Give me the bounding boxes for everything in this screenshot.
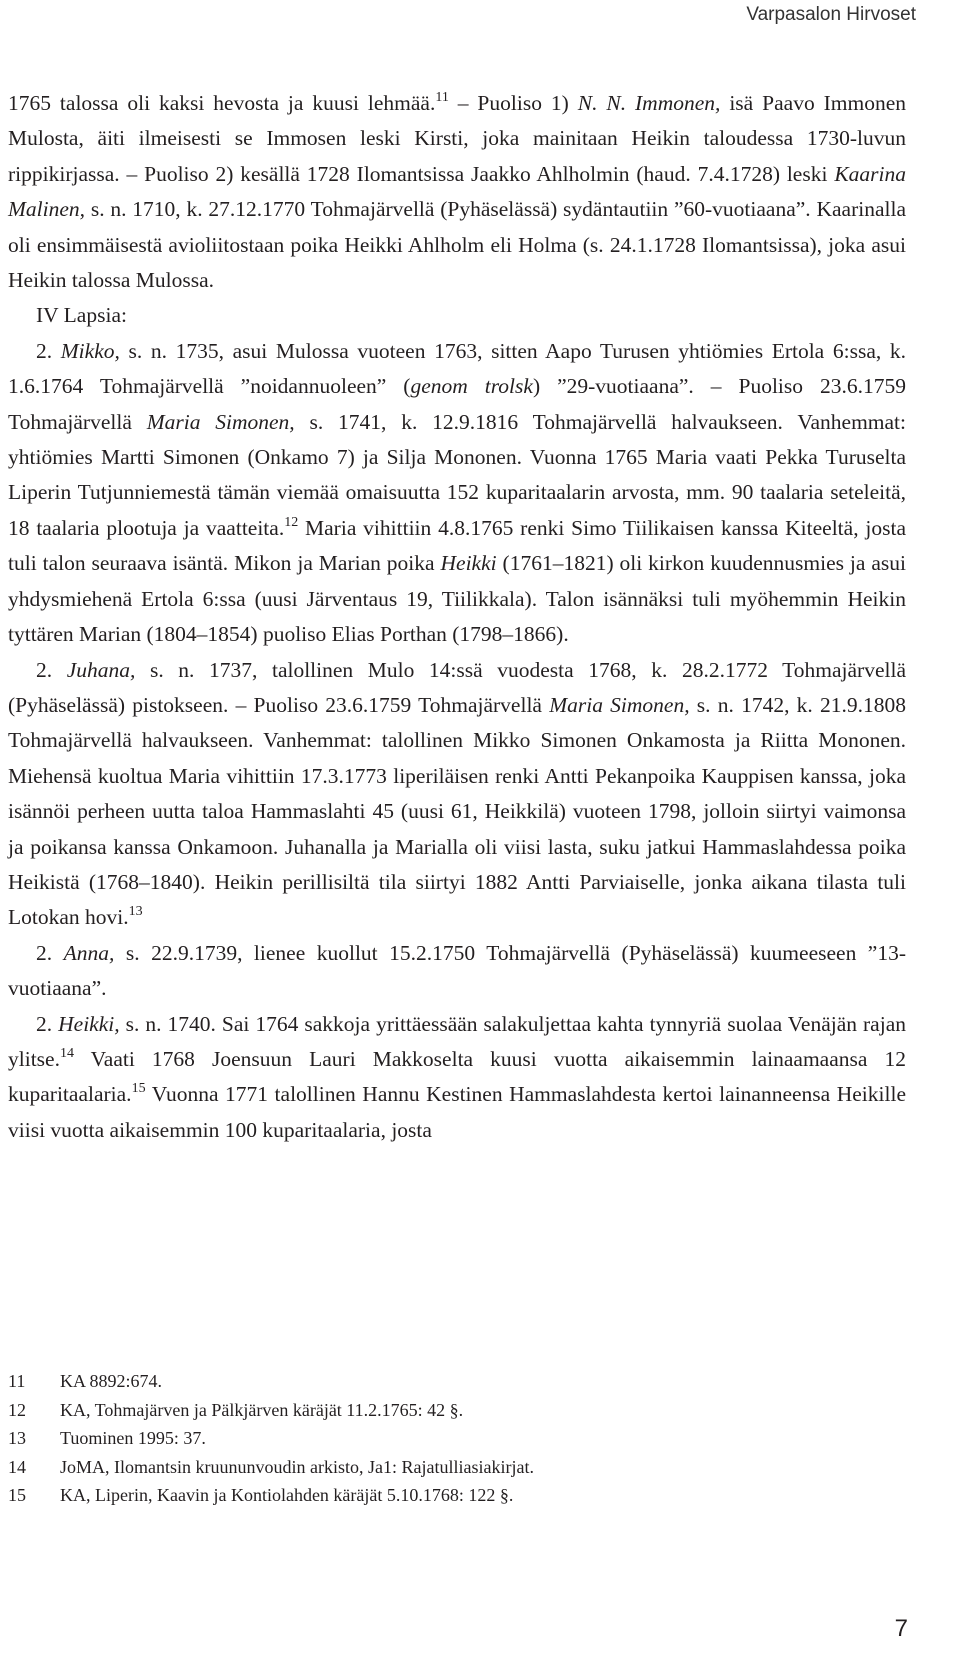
footnote-number: 13: [8, 1428, 26, 1448]
text-span: Maria vihittiin 4.8.1765 renki Simo Tiilikaisen kanssa Kiteeltä, josta tuli talon seuraava isäntä. Mikon ja Marian poika: [8, 515, 906, 576]
footnote-number: 14: [8, 1456, 26, 1477]
text-span: IV Lapsia:: [36, 303, 127, 328]
footnote-reference: 12: [284, 514, 299, 530]
text-span: 2.: [36, 940, 64, 965]
text-span: s. 1741, k. 12.9.1816 Tohmajärvellä halvaukseen. Vanhemmat: yhtiömies Martti Simonen (Onkamo 7) ja Silja Mononen. Vuonna 1765 Maria vaati Pekka Turuselta Liperin Tutjunniemestä tämän viemää omaisuutta 152 kuparitaalarin arvosta, mm. 90 taalaria seteleitä, 18 taalaria plootuja ja vaatteita.: [8, 409, 907, 540]
footnote-reference: 15: [131, 1081, 146, 1097]
running-head: Varpasalon Hirvoset: [746, 4, 916, 25]
italic-text: Mikko,: [60, 338, 120, 363]
footnote-text: JoMA, Ilomantsin kruununvoudin arkisto, Ja1: Rajatulliasiakirjat.: [60, 1456, 534, 1477]
text-span: – Puoliso 1): [448, 91, 578, 115]
footnote-text: KA 8892:674.: [60, 1371, 163, 1391]
text-span: s. n. 1735, asui Mulossa vuoteen 1763, sitten Aapo Turusen yhtiömies Ertola 6:ssa, k. 1.6.1764 Tohmajärvellä ”noidannuoleen” (: [8, 338, 906, 399]
text-span: 2.: [36, 657, 67, 682]
italic-text: Kaarina Malinen,: [8, 161, 906, 222]
italic-text: Heikki: [440, 551, 497, 576]
paragraph: [8, 298, 906, 333]
footnote-item: [8, 1481, 906, 1510]
paragraph: [8, 334, 906, 653]
footnote-text: KA, Tohmajärven ja Pälkjärven käräjät 11.2.1765: 42 §.: [60, 1399, 464, 1420]
text-span: (1761–1821) oli kirkon kuudennusmies ja asui yhdysmiehenä Ertola 6:ssa (uusi Järventaus 19, Tiilikkala). Talon isännäksi tuli myöhemmin Heikin tyttären Marian (1804–1854) puoliso Elias Porthan (1798–1866).: [8, 551, 906, 647]
paragraph: [8, 86, 906, 298]
text-span: isä Paavo Immonen Mulosta, äiti ilmeisesti se Immosen leski Kirsti, joka mainitaan Heikin taloudessa 1730-luvun rippikirjassa. – Puoliso 2) kesällä 1728 Ilomantsissa Jaakko Ahlholmin (haud. 7.4.1728) leski: [8, 91, 907, 186]
footnote-number: 11: [8, 1371, 26, 1391]
italic-text: Anna,: [63, 940, 115, 965]
text-span: s. n. 1737, talollinen Mulo 14:ssä vuodesta 1768, k. 28.2.1772 Tohmajärvellä (Pyhäselässä) pistokseen. – Puoliso 23.6.1759 Tohmajärvellä: [8, 657, 906, 717]
text-span: 2.: [36, 338, 61, 363]
text-span: 1765 talossa oli kaksi hevosta ja kuusi lehmää.: [8, 91, 436, 115]
text-span: s. n. 1740. Sai 1764 sakkoja yrittäessään salakuljettaa kahta tynnyriä suolaa Venäjän rajan ylitse.: [8, 1011, 906, 1071]
footnote-reference: 14: [59, 1045, 74, 1061]
footnote-reference: 11: [435, 90, 449, 105]
text-span: Vuonna 1771 talollinen Hannu Kestinen Hammaslahdesta kertoi lainanneensa Heikille viisi vuotta aikaisemmin 100 kuparitaalaria, josta: [8, 1082, 906, 1142]
footnote-item: [8, 1367, 906, 1396]
footnotes: [8, 1367, 906, 1510]
italic-text: Juhana,: [66, 657, 136, 682]
paragraph: [8, 1007, 906, 1149]
text-span: s. n. 1710, k. 27.12.1770 Tohmajärvellä (Pyhäselässä) sydäntautiin ”60-vuotiaana”. Kaarinalla oli ensimmäisestä avioliitostaan poika Heikki Ahlholm eli Holma (s. 24.1.1728 Ilomantsissa), joka asui Heikin talossa Mulossa.: [8, 197, 906, 293]
footnote-number: 15: [8, 1485, 26, 1505]
footnote-item: [8, 1424, 906, 1453]
italic-text: Maria Simonen,: [146, 409, 295, 434]
italic-text: genom trolsk: [410, 374, 533, 399]
paragraph: [8, 653, 906, 936]
text-span: 2.: [36, 1011, 59, 1036]
footnote-text: Tuominen 1995: 37.: [60, 1428, 206, 1448]
text-span: ) ”29-vuotiaana”. – Puoliso 23.6.1759 Tohmajärvellä: [8, 374, 906, 434]
text-span: Vaati 1768 Joensuun Lauri Makkoselta kuusi vuotta aikaisemmin lainaamaansa 12 kuparitaalaria.: [8, 1046, 906, 1107]
italic-text: N. N. Immonen,: [577, 91, 721, 115]
italic-text: Maria Simonen,: [549, 692, 690, 717]
body-text: [8, 86, 906, 1148]
footnote-text: KA, Liperin, Kaavin ja Kontiolahden käräjät 5.10.1768: 122 §.: [60, 1485, 514, 1505]
footnote-item: [8, 1396, 906, 1425]
page-number: 7: [894, 1615, 908, 1642]
footnote-reference: 13: [128, 904, 143, 920]
text-span: s. n. 1742, k. 21.9.1808 Tohmajärvellä halvaukseen. Vanhemmat: talollinen Mikko Simonen Onkamosta ja Riitta Mononen. Miehensä kuoltua Maria vihittiin 17.3.1773 liperiläisen renki Antti Pekanpoika Kauppisen kanssa, joka isännöi perheen uutta taloa Hammaslahti 45 (uusi 61, Heikkilä) vuoteen 1798, jolloin siirtyi vaimonsa ja poikansa kanssa Onkamoon. Juhanalla ja Marialla oli viisi lasta, suku jatkui Hammaslahdessa poika Heikistä (1768–1840). Heikin perillisiltä tila siirtyi 1882 Antti Parviaiselle, jonka aikana tilasta tuli Lotokan hovi.: [8, 692, 907, 930]
paragraph: [8, 936, 906, 1007]
footnote-item: [8, 1453, 906, 1482]
footnote-number: 12: [8, 1399, 26, 1420]
text-span: s. 22.9.1739, lienee kuollut 15.2.1750 Tohmajärvellä (Pyhäselässä) kuumeeseen ”13-vuotiaana”.: [8, 940, 906, 1001]
italic-text: Heikki,: [58, 1011, 120, 1036]
